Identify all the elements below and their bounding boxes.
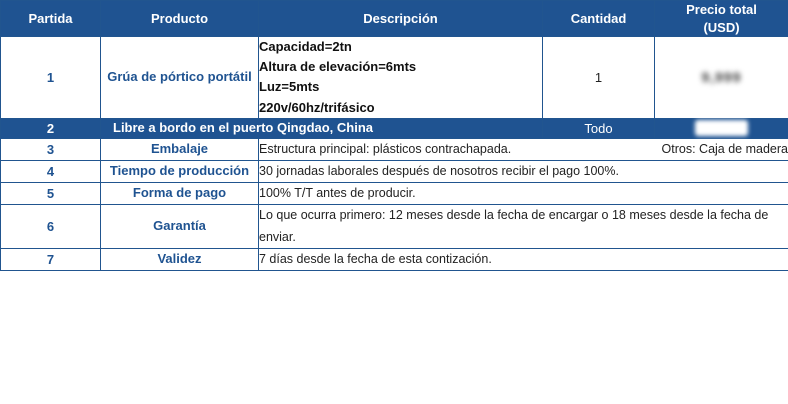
column-header-producto: Producto	[101, 1, 259, 37]
row-partida: 7	[1, 248, 101, 270]
row-cantidad: 1	[543, 37, 655, 119]
row-descripcion: Lo que ocurra primero: 12 meses desde la fecha de encargar o 18 meses desde la fecha de enviar.	[259, 205, 788, 249]
redacted-price: 0,000	[695, 120, 747, 136]
row-partida: 6	[1, 205, 101, 249]
row-descripcion	[259, 37, 543, 119]
row-partida: 4	[1, 160, 101, 182]
column-header-descripcion: Descripción	[259, 1, 543, 37]
descripcion-line: 220v/60hz/trifásico	[259, 99, 375, 115]
descripcion-line: Luz=5mts	[259, 79, 320, 95]
table-row	[1, 248, 788, 270]
row-precio-total	[655, 118, 788, 138]
row-partida: 3	[1, 138, 101, 160]
table-row	[1, 205, 788, 249]
table-body	[1, 37, 788, 271]
row-descripcion	[259, 138, 788, 160]
descripcion-left: Estructura principal: plásticos contrachapada.	[259, 141, 512, 156]
row-producto: Garantía	[101, 205, 259, 249]
descripcion-line: Capacidad=2tn	[259, 39, 352, 55]
row-descripcion: 100% T/T antes de producir.	[259, 183, 788, 205]
table-row	[1, 183, 788, 205]
row-descripcion: 30 jornadas laborales después de nosotros recibir el pago 100%.	[259, 160, 788, 182]
row-partida: 5	[1, 183, 101, 205]
row-partida: 1	[1, 37, 101, 119]
column-header-partida: Partida	[1, 1, 101, 37]
table-row	[1, 37, 788, 119]
table-row	[1, 118, 788, 138]
column-header-precio-total-unit: (USD)	[703, 19, 740, 35]
row-descripcion: 7 días desde la fecha de esta contización.	[259, 248, 788, 270]
table-header	[1, 1, 788, 37]
row-cantidad: Todo	[543, 118, 655, 138]
descripcion-line: Altura de elevación=6mts	[259, 59, 417, 75]
column-header-precio-total	[655, 1, 788, 37]
row-producto: Grúa de pórtico portátil	[101, 37, 259, 119]
row-producto: Embalaje	[101, 138, 259, 160]
table-row	[1, 138, 788, 160]
table-header-row	[1, 1, 788, 37]
row-precio-total	[655, 37, 788, 119]
descripcion-right: Otros: Caja de madera	[661, 141, 788, 156]
table-row	[1, 160, 788, 182]
row-producto: Validez	[101, 248, 259, 270]
column-header-cantidad: Cantidad	[543, 1, 655, 37]
row-producto: Tiempo de producción	[101, 160, 259, 182]
row-producto: Forma de pago	[101, 183, 259, 205]
row-partida: 2	[1, 118, 101, 138]
redacted-price: 9,999	[701, 69, 742, 86]
column-header-precio-total-label: Precio total	[686, 2, 757, 17]
row-producto: Libre a bordo en el puerto Qingdao, China	[101, 118, 543, 138]
